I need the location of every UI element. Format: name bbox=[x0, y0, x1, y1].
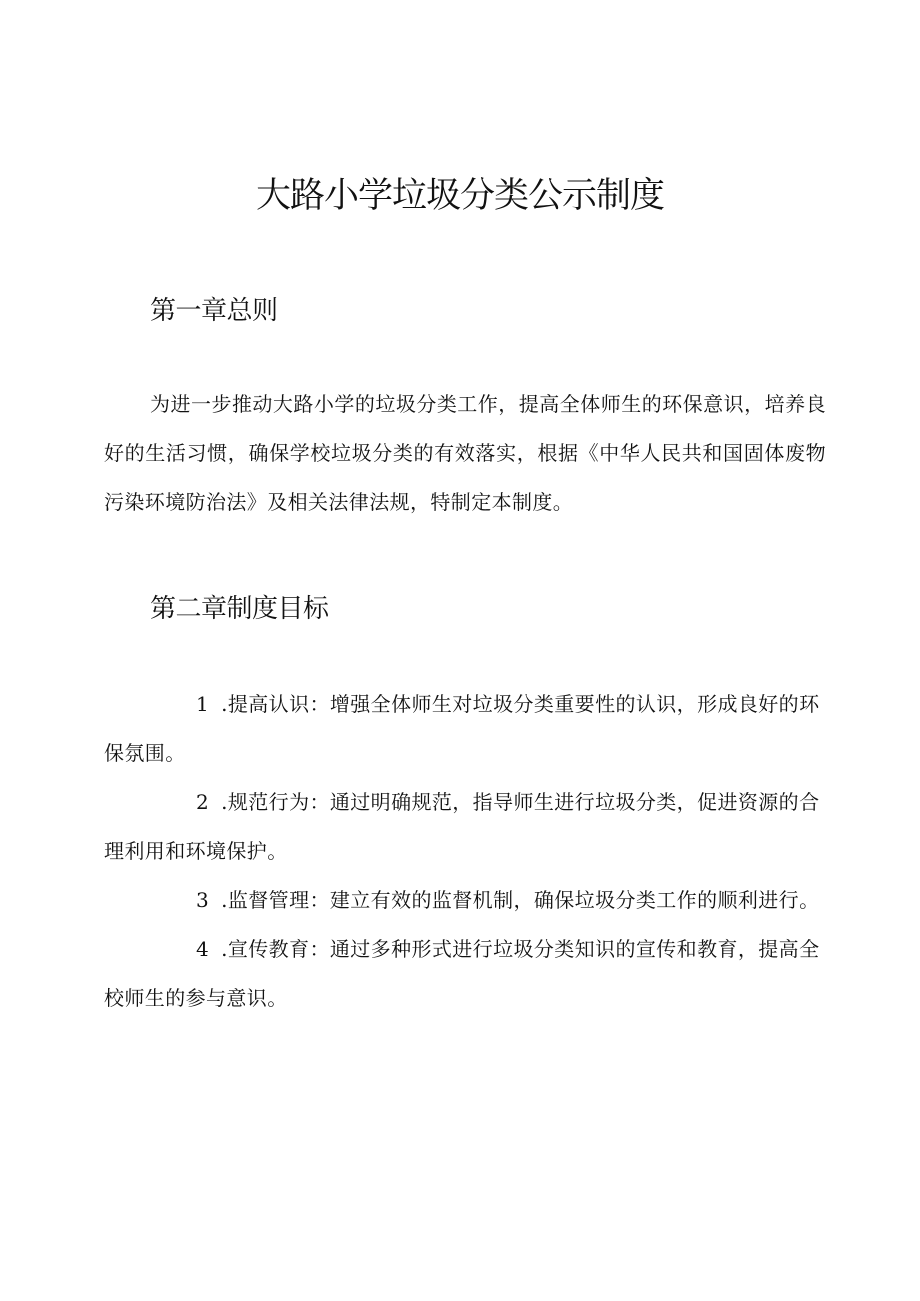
chapter-heading-1: 第一章总则 bbox=[150, 296, 278, 326]
goal-item-3 bbox=[104, 876, 826, 925]
goal-item-number: 3 bbox=[196, 888, 210, 912]
goal-item-text: .监督管理：建立有效的监督机制，确保垃圾分类工作的顺利进行。 bbox=[221, 888, 820, 912]
document-title: 大路小学垃圾分类公示制度 bbox=[255, 176, 664, 216]
goal-item-1 bbox=[104, 680, 826, 778]
goal-item-number: 4 bbox=[196, 937, 210, 961]
chapter-heading-2: 第二章制度目标 bbox=[150, 594, 329, 624]
goal-item-number: 1 bbox=[196, 692, 210, 716]
goal-item-text: .提高认识：增强全体师生对垃圾分类重要性的认识，形成良好的环保氛围。 bbox=[104, 692, 820, 765]
goal-item-text: .规范行为：通过明确规范，指导师生进行垃圾分类，促进资源的合理利用和环境保护。 bbox=[104, 790, 820, 863]
chapter-1-paragraph: 为进一步推动大路小学的垃圾分类工作，提高全体师生的环保意识，培养良好的生活习惯，确保学校垃圾分类的有效落实，根据《中华人民共和国固体废物污染环境防治法》及相关法律法规，特制定本制度。 bbox=[104, 392, 826, 514]
goal-item-2 bbox=[104, 778, 826, 876]
goal-item-4 bbox=[104, 925, 826, 1023]
goal-item-text: .宣传教育：通过多种形式进行垃圾分类知识的宣传和教育，提高全校师生的参与意识。 bbox=[104, 937, 820, 1010]
goal-item-number: 2 bbox=[196, 790, 210, 814]
